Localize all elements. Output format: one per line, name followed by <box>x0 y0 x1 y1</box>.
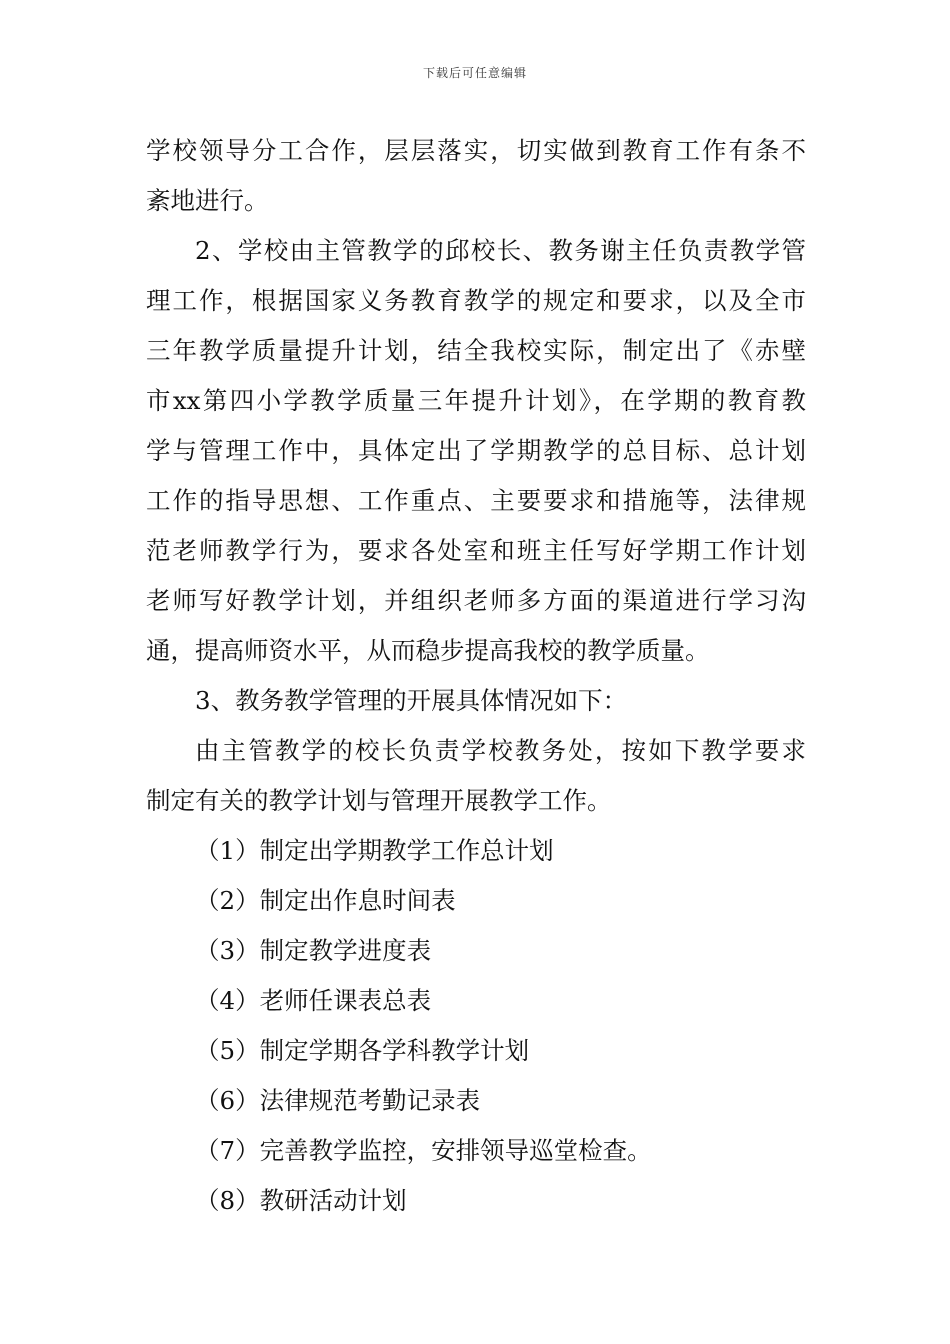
list-item: （8）教研活动计划 <box>195 1186 407 1215</box>
list-item: （6）法律规范考勤记录表 <box>195 1086 481 1115</box>
text-line: 三年教学质量提升计划，结全我校实际，制定出了《赤壁 <box>146 336 806 365</box>
text-line: 范老师教学行为，要求各处室和班主任写好学期工作计划 <box>146 536 806 565</box>
text-line: 通，提高师资水平，从而稳步提高我校的教学质量。 <box>146 636 710 665</box>
paragraph-4 <box>146 726 806 826</box>
text-line: 3、教务教学管理的开展具体情况如下： <box>195 686 628 715</box>
text-line: 市xx第四小学教学质量三年提升计划》，在学期的教育教 <box>146 386 806 415</box>
text-line: 2、学校由主管教学的邱校长、教务谢主任负责教学管 <box>195 236 806 265</box>
text-line: 学与管理工作中，具体定出了学期教学的总目标、总计划 <box>146 436 806 465</box>
list-item: （5）制定学期各学科教学计划 <box>195 1036 530 1065</box>
text-line: 学校领导分工合作，层层落实，切实做到教育工作有条不 <box>146 136 806 165</box>
paragraph-3 <box>146 676 806 726</box>
text-line: 由主管教学的校长负责学校教务处，按如下教学要求 <box>195 736 806 765</box>
text-line: 紊地进行。 <box>146 186 269 215</box>
list-item: （7）完善教学监控，安排领导巡堂检查。 <box>195 1136 652 1165</box>
list-item: （4）老师任课表总表 <box>195 986 432 1015</box>
paragraph-1 <box>146 126 806 226</box>
text-line: 理工作，根据国家义务教育教学的规定和要求，以及全市 <box>146 286 806 315</box>
text-line: 老师写好教学计划，并组织老师多方面的渠道进行学习沟 <box>146 586 806 615</box>
plan-list <box>146 826 806 1226</box>
document-body <box>146 126 806 1226</box>
text-line: 工作的指导思想、工作重点、主要要求和措施等，法律规 <box>146 486 806 515</box>
list-item: （3）制定教学进度表 <box>195 936 432 965</box>
paragraph-2 <box>146 226 806 676</box>
page-header: 下载后可任意编辑 <box>422 66 527 80</box>
text-line: 制定有关的教学计划与管理开展教学工作。 <box>146 786 612 815</box>
list-item: （2）制定出作息时间表 <box>195 886 456 915</box>
list-item: （1）制定出学期教学工作总计划 <box>195 836 554 865</box>
